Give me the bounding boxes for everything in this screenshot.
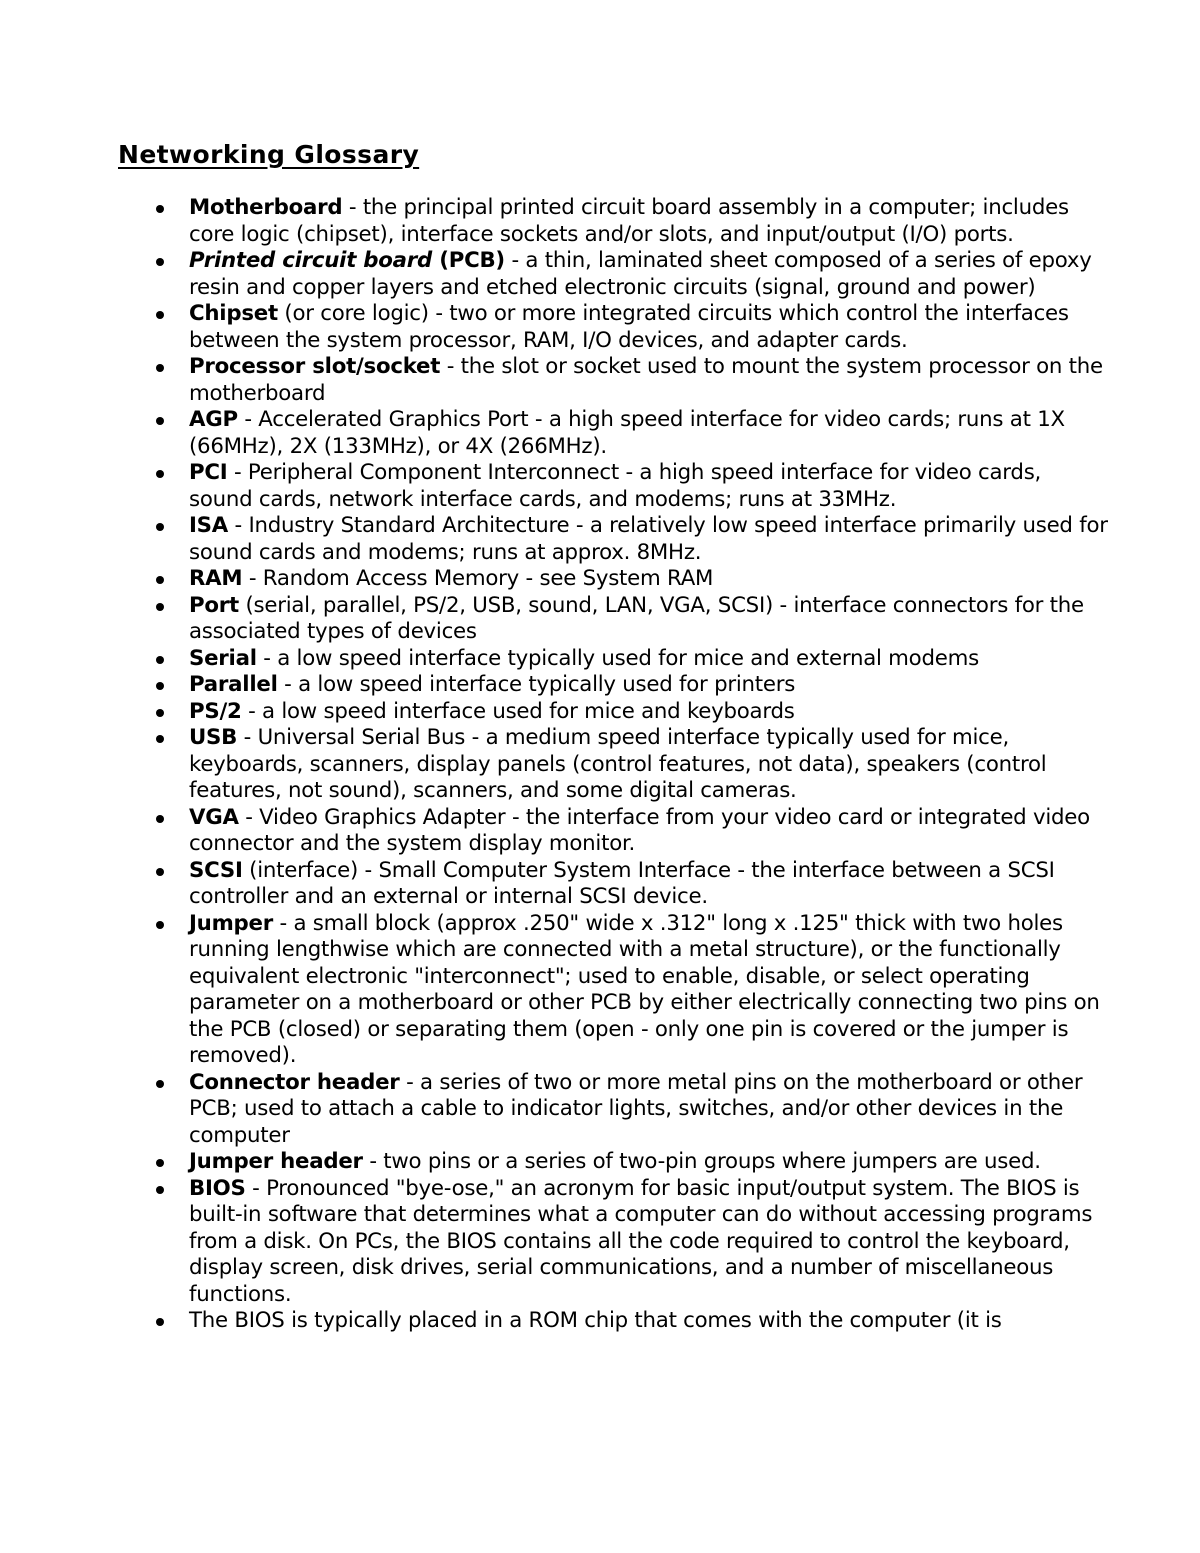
- glossary-definition: - Random Access Memory - see System RAM: [242, 566, 714, 591]
- glossary-definition: The BIOS is typically placed in a ROM chip that comes with the computer (it is: [189, 1308, 1002, 1333]
- glossary-definition: - a small block (approx .250" wide x .312" long x .125" thick with two holes running lengthwise which are connected with a metal structure), or the functionally equivalent electronic "interconnect"; used to enable, disable, or select operating parameter on a motherboard or other PCB by either electrically connecting two pins on the PCB (closed) or separating them (open - only one pin is covered or the jumper is removed).: [189, 910, 1100, 1068]
- bullet-icon: [156, 311, 164, 319]
- bullet-icon: [156, 417, 164, 425]
- glossary-entry: [189, 566, 1109, 593]
- bullet-icon: [156, 576, 164, 584]
- glossary-entry: [189, 672, 1109, 699]
- glossary-entry: [189, 460, 1109, 513]
- bullet-icon: [156, 1186, 164, 1194]
- page-title: Networking Glossary: [118, 140, 420, 169]
- glossary-term: SCSI: [189, 857, 243, 883]
- glossary-entry: [189, 1070, 1109, 1150]
- glossary-term: AGP: [189, 407, 238, 432]
- glossary-term: Chipset: [189, 301, 278, 326]
- glossary-definition: - Video Graphics Adapter - the interface from your video card or integrated video connector and the system display monitor.: [189, 804, 1090, 856]
- glossary-entry: [189, 195, 1109, 248]
- glossary-definition: - a low speed interface typically used for mice and external modems: [256, 645, 979, 671]
- glossary-definition: - Peripheral Component Interconnect - a high speed interface for video cards, sound cards, network interface cards, and modems; runs at 33MHz.: [189, 460, 1042, 512]
- glossary-term: Jumper header: [189, 1149, 363, 1174]
- glossary-entry: [189, 699, 1109, 726]
- glossary-entry: [189, 858, 1109, 911]
- glossary-entry: [189, 354, 1109, 407]
- glossary-entry: [189, 1149, 1109, 1176]
- glossary-entry: [189, 1176, 1109, 1309]
- bullet-icon: [156, 258, 164, 266]
- glossary-term: Printed circuit board: [189, 248, 433, 273]
- glossary-definition: (serial, parallel, PS/2, USB, sound, LAN, VGA, SCSI) - interface connectors for the associated types of devices: [189, 592, 1084, 644]
- glossary-definition: - a thin, laminated sheet composed of a series of epoxy resin and copper layers and etched electronic circuits (signal, ground and power): [189, 248, 1092, 300]
- glossary-entry: [189, 646, 1109, 673]
- bullet-icon: [156, 709, 164, 717]
- glossary-term: Motherboard: [189, 195, 343, 220]
- glossary-definition: - a low speed interface used for mice and keyboards: [241, 698, 795, 724]
- bullet-icon: [156, 735, 164, 743]
- glossary-term: ISA: [189, 513, 228, 538]
- bullet-icon: [156, 364, 164, 372]
- glossary-term: Processor slot/socket: [189, 354, 441, 379]
- glossary-entry: [189, 248, 1109, 301]
- bullet-icon: [156, 205, 164, 213]
- glossary-entry: [189, 513, 1109, 566]
- glossary-term: PS/2: [189, 698, 242, 724]
- glossary-definition: - a series of two or more metal pins on the motherboard or other PCB; used to attach a cable to indicator lights, switches, and/or other devices in the computer: [189, 1069, 1083, 1148]
- bullet-icon: [156, 815, 164, 823]
- bullet-icon: [156, 921, 164, 929]
- glossary-term: RAM: [189, 566, 243, 591]
- glossary-entry: [189, 725, 1109, 805]
- bullet-icon: [156, 1159, 164, 1167]
- glossary-entry: [189, 911, 1109, 1070]
- glossary-entry: [189, 805, 1109, 858]
- glossary-definition: - a low speed interface typically used for printers: [277, 672, 796, 697]
- bullet-icon: [156, 656, 164, 664]
- glossary-definition: - Universal Serial Bus - a medium speed interface typically used for mice, keyboards, scanners, display panels (control features, not data), speakers (control features, not sound), scanners, and some digital cameras.: [189, 725, 1047, 803]
- glossary-definition: - the slot or socket used to mount the system processor on the motherboard: [189, 354, 1103, 406]
- glossary-definition: (interface) - Small Computer System Interface - the interface between a SCSI controller and an external or internal SCSI device.: [189, 857, 1055, 909]
- glossary-term: Parallel: [189, 672, 278, 697]
- glossary-definition: (or core logic) - two or more integrated circuits which control the interfaces between the system processor, RAM, I/O devices, and adapter cards.: [189, 301, 1069, 353]
- glossary-term: BIOS: [189, 1175, 246, 1201]
- glossary-list: [189, 195, 1109, 1335]
- glossary-term: Connector header: [189, 1069, 400, 1095]
- glossary-entry: [189, 593, 1109, 646]
- bullet-icon: [156, 1080, 164, 1088]
- glossary-definition: - two pins or a series of two-pin groups where jumpers are used.: [362, 1149, 1041, 1174]
- bullet-icon: [156, 523, 164, 531]
- glossary-definition: - Industry Standard Architecture - a relatively low speed interface primarily used for sound cards and modems; runs at approx. 8MHz.: [189, 513, 1108, 565]
- glossary-definition: - Accelerated Graphics Port - a high speed interface for video cards; runs at 1X (66MHz), 2X (133MHz), or 4X (266MHz).: [189, 407, 1065, 459]
- bullet-icon: [156, 603, 164, 611]
- bullet-icon: [156, 1318, 164, 1326]
- glossary-entry: [189, 407, 1109, 460]
- glossary-term: PCI: [189, 460, 228, 485]
- glossary-entry: [189, 301, 1109, 354]
- glossary-definition: - the principal printed circuit board assembly in a computer; includes core logic (chipset), interface sockets and/or slots, and input/output (I/O) ports.: [189, 195, 1069, 247]
- glossary-term: Port: [189, 592, 239, 618]
- glossary-term: USB: [189, 725, 238, 750]
- glossary-entry: [189, 1308, 1109, 1335]
- glossary-term: VGA: [189, 804, 239, 830]
- bullet-icon: [156, 470, 164, 478]
- glossary-term: Jumper: [189, 910, 273, 936]
- bullet-icon: [156, 868, 164, 876]
- glossary-definition: - Pronounced "bye-ose," an acronym for basic input/output system. The BIOS is built-in software that determines what a computer can do without accessing programs from a disk. On PCs, the BIOS contains all the code required to control the keyboard, display screen, disk drives, serial communications, and a number of miscellaneous functions.: [189, 1175, 1093, 1307]
- glossary-term: Serial: [189, 645, 257, 671]
- bullet-icon: [156, 682, 164, 690]
- glossary-term-abbreviation: (PCB): [432, 248, 505, 273]
